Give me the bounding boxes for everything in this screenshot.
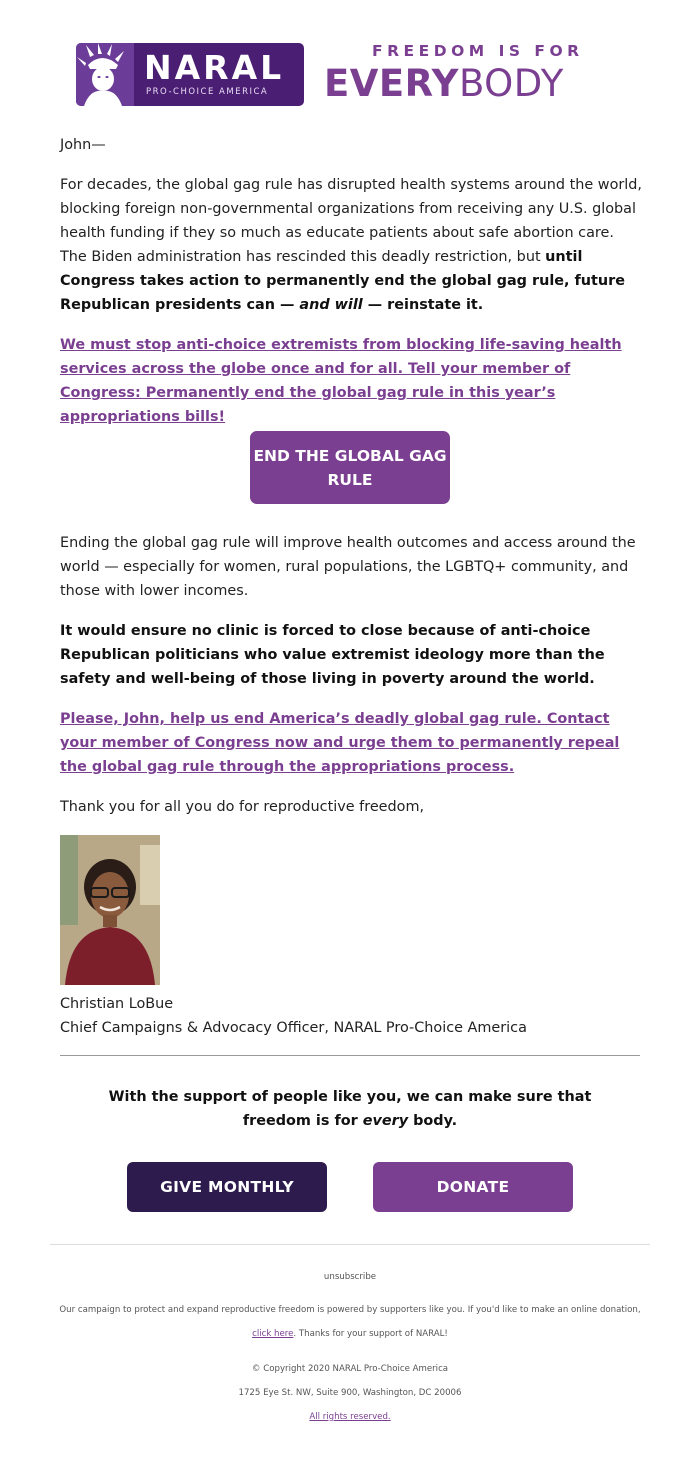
footer-unsubscribe [50,1265,650,1289]
logo-subtitle: PRO-CHOICE AMERICA [146,87,269,97]
signer-photo [60,835,160,985]
footer-address: 1725 Eye St. NW, Suite 900, Washington, DC 20006 [238,1388,462,1398]
footer-campaign-text [50,1298,650,1346]
campaign-text-a: Our campaign to protect and expand reproductive freedom is powered by supporters like you. If you'd like to make an online donation, [59,1305,641,1315]
divider [60,1055,640,1056]
salutation: John— [60,137,106,153]
naral-logo[interactable] [76,43,304,106]
click-here-link[interactable]: click here [252,1329,294,1339]
signer-title: Chief Campaigns & Advocacy Officer, NARAL Pro-Choice America [60,1020,527,1036]
signer-name: Christian LoBue [60,996,174,1012]
logo-wordmark: NARAL [144,48,285,87]
intro-bold-italic: and will [299,297,363,313]
support-text-b: body. [408,1113,458,1129]
unsubscribe-link[interactable]: unsubscribe [323,1272,377,1282]
email-header [0,0,700,120]
tagline-regular: BODY [458,62,564,105]
tagline-bottom [324,62,564,105]
footer-copyright: © Copyright 2020 NARAL Pro-Choice America [251,1364,449,1374]
donate-button[interactable]: DONATE [373,1162,573,1212]
footer-divider [50,1244,650,1245]
paragraph-outcomes: Ending the global gag rule will improve health outcomes and access around the world — especially for women, rural populations, the LGBTQ+ community, and those with lower incomes. [60,535,636,599]
closing-line: Thank you for all you do for reproductive freedom, [60,799,425,815]
action-link-contact[interactable]: Please, John, help us end America’s deadly global gag rule. Contact your member of Congress now and urge them to permanently repeal the global gag rule through the appropriations process. [60,711,620,775]
intro-bold-a: until Congress takes action to permanently end the global gag rule, future Republican presidents can — [60,249,625,313]
tagline-top: FREEDOM IS FOR [372,42,584,60]
intro-text: For decades, the global gag rule has disrupted health systems around the world, blocking foreign non-governmental organizations from receiving any U.S. global health funding if they so much as educate patients about safe abortion care. The Biden administration has rescinded this deadly restriction, but [60,177,642,265]
support-text-italic: every [362,1113,409,1129]
paragraph-intro [60,173,642,317]
tagline-bold: EVERY [324,62,459,105]
support-message [100,1085,600,1133]
paragraph-clinics: It would ensure no clinic is forced to close because of anti-choice Republican politicians who value extremist ideology more than the safety and well-being of those living in poverty around the world. [60,623,605,687]
rights-link[interactable]: All rights reserved. [309,1412,391,1422]
support-text-a: With the support of people like you, we can make sure that freedom is for [108,1089,592,1129]
intro-bold-b: — reinstate it. [362,297,484,313]
give-monthly-button[interactable]: GIVE MONTHLY [127,1162,327,1212]
statue-of-liberty-icon [76,43,134,106]
end-gag-rule-button[interactable]: END THE GLOBAL GAG RULE [250,431,450,504]
action-link-congress[interactable]: We must stop anti-choice extremists from blocking life-saving health services across the globe once and for all. Tell your member of Congress: Permanently end the global gag rule in this year’s appropriations bills! [60,337,622,425]
campaign-text-b: . Thanks for your support of NARAL! [293,1329,448,1339]
footer-rights [50,1405,650,1429]
